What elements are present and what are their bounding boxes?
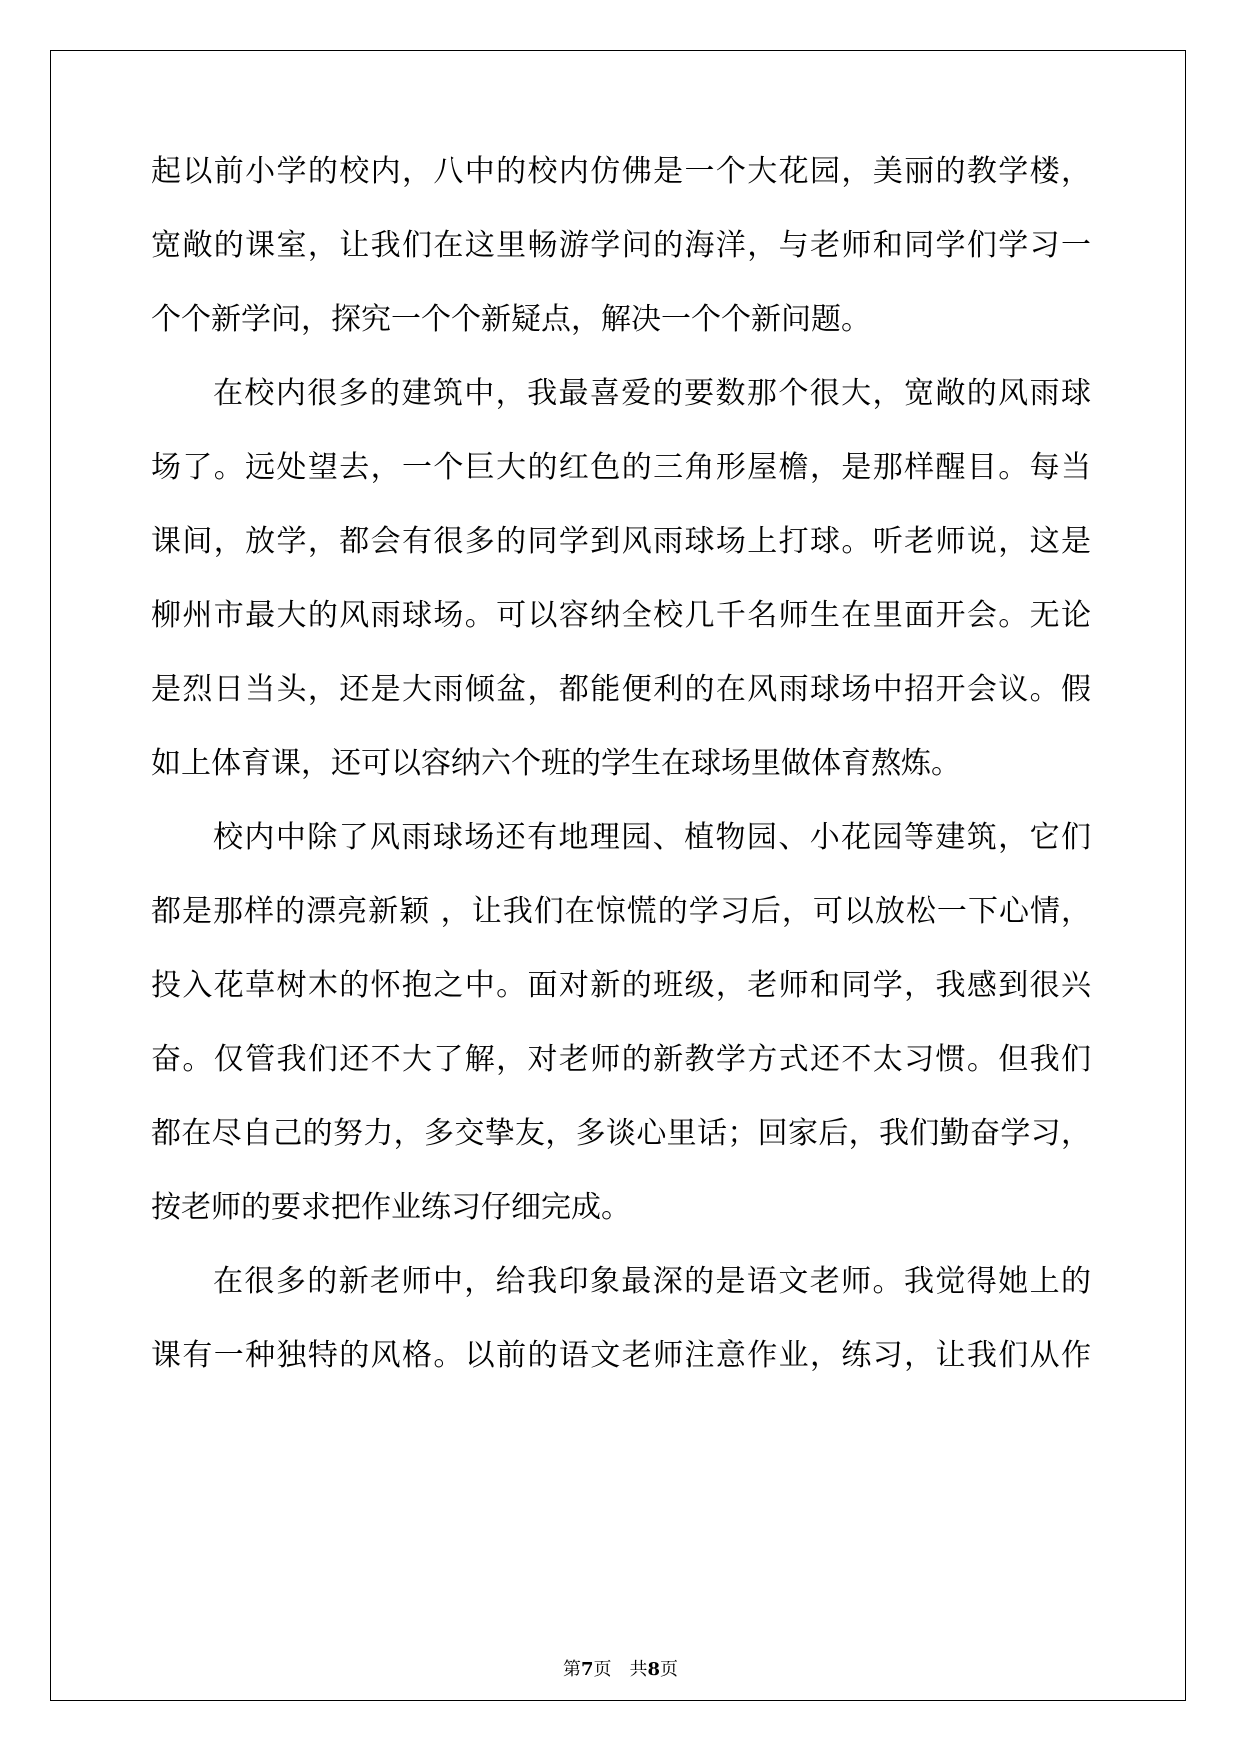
- page-footer: [0, 1658, 1241, 1682]
- text-line: 按老师的要求把作业练习仔细完成。: [151, 1190, 631, 1225]
- text-line: 如上体育课，还可以容纳六个班的学生在球场里做体育熬炼。: [151, 746, 961, 781]
- page-unit: 页: [593, 1659, 612, 1680]
- page-border: [50, 50, 1186, 1701]
- text-line: 起以前小学的校内，八中的校内仿佛是一个大花园，美丽的教学楼，: [151, 154, 1091, 189]
- text-line: 课间，放学，都会有很多的同学到风雨球场上打球。听老师说，这是: [151, 524, 1091, 559]
- current-page-number: 7: [580, 1659, 594, 1680]
- text-line: 都在尽自己的努力，多交挚友，多谈心里话；回家后，我们勤奋学习，: [151, 1116, 1091, 1151]
- paragraph-first-line: 在很多的新老师中，给我印象最深的是语文老师。我觉得她上的: [213, 1264, 1091, 1299]
- text-line: 个个新学问，探究一个个新疑点，解决一个个新问题。: [151, 302, 871, 337]
- total-unit: 页: [660, 1659, 679, 1680]
- page-prefix: 第: [562, 1659, 581, 1680]
- total-prefix: 共: [629, 1659, 648, 1680]
- text-line: 课有一种独特的风格。以前的语文老师注意作业，练习，让我们从作: [151, 1338, 1091, 1373]
- total-page-number: 8: [647, 1659, 661, 1680]
- text-line: 柳州市最大的风雨球场。可以容纳全校几千名师生在里面开会。无论: [151, 598, 1091, 633]
- text-line: 投入花草树木的怀抱之中。面对新的班级，老师和同学，我感到很兴: [151, 968, 1091, 1003]
- paragraph-first-line: 校内中除了风雨球场还有地理园、植物园、小花园等建筑，它们: [213, 820, 1091, 855]
- text-line: 都是那样的漂亮新颖 ，让我们在惊慌的学习后，可以放松一下心情，: [151, 894, 1091, 929]
- text-line: 是烈日当头，还是大雨倾盆，都能便利的在风雨球场中招开会议。假: [151, 672, 1091, 707]
- text-line: 场了。远处望去，一个巨大的红色的三角形屋檐，是那样醒目。每当: [151, 450, 1091, 485]
- text-line: 奋。仅管我们还不大了解，对老师的新教学方式还不太习惯。但我们: [151, 1042, 1091, 1077]
- text-line: 宽敞的课室，让我们在这里畅游学问的海洋，与老师和同学们学习一: [151, 228, 1091, 263]
- paragraph-first-line: 在校内很多的建筑中，我最喜爱的要数那个很大，宽敞的风雨球: [213, 376, 1091, 411]
